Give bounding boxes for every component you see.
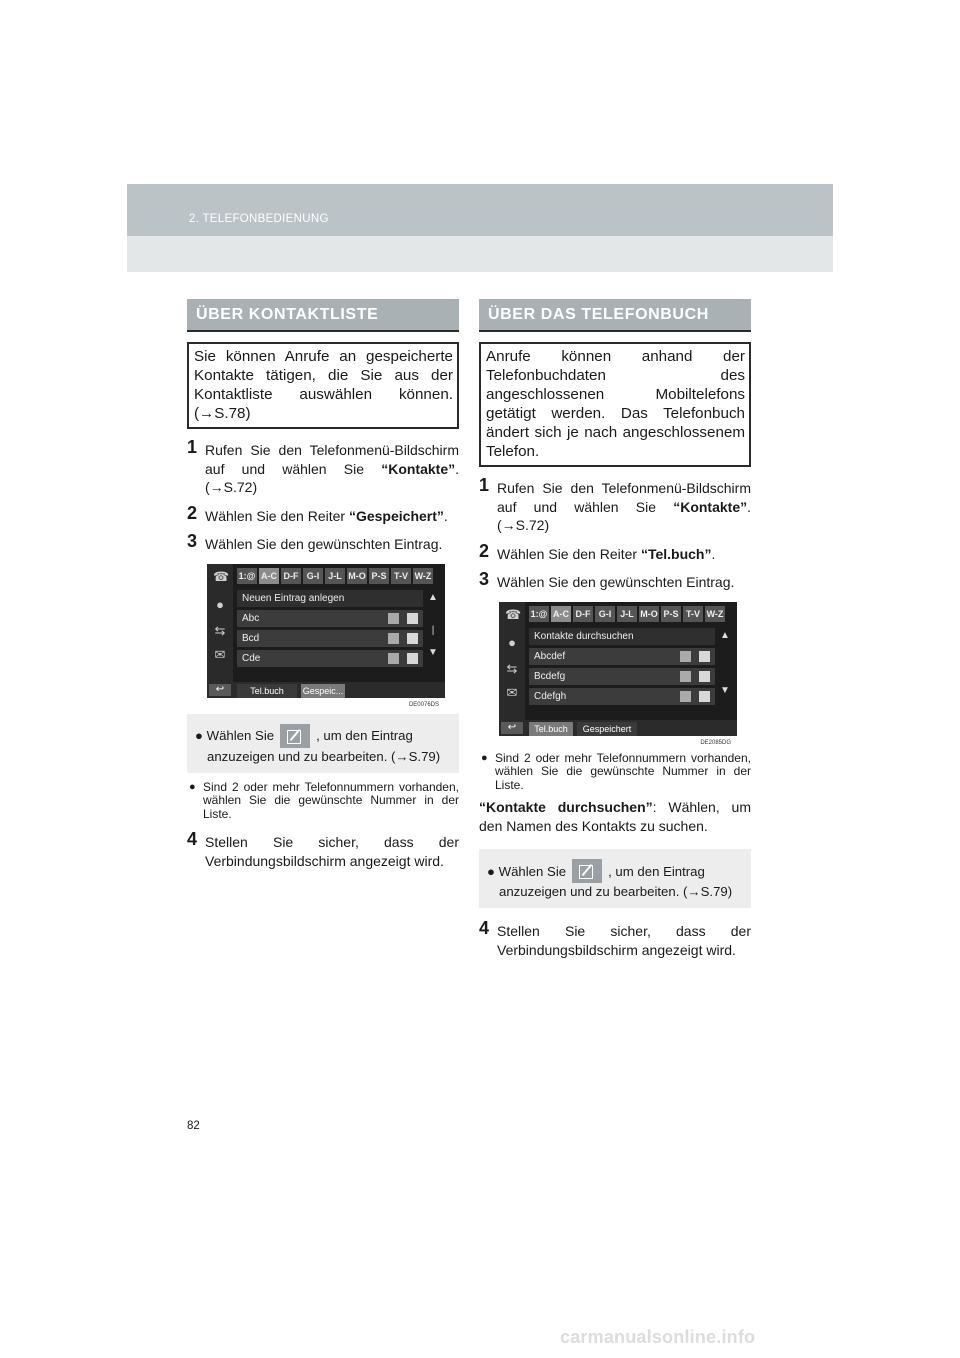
tab-m-o[interactable]: M-O xyxy=(347,568,367,584)
screen-bottom-bar xyxy=(207,682,445,698)
tab-t-v[interactable]: T-V xyxy=(683,606,703,622)
image-code: DE0076DS xyxy=(408,701,439,708)
step-number: 4 xyxy=(479,918,490,938)
phone-type-icon xyxy=(388,613,399,624)
step-number: 3 xyxy=(187,531,198,551)
step-number: 3 xyxy=(479,569,490,589)
bullet-icon: ● xyxy=(481,751,488,764)
edit-icon[interactable] xyxy=(699,671,710,682)
mail-icon: ✉ xyxy=(214,646,226,662)
tab-p-s[interactable]: P-S xyxy=(661,606,681,622)
header-subband xyxy=(127,236,833,272)
back-icon[interactable]: ↩ xyxy=(501,722,523,734)
step-number: 2 xyxy=(479,540,490,561)
edit-icon xyxy=(280,724,310,748)
tab-1-at[interactable]: 1:@ xyxy=(529,606,549,622)
step-2: 2 Wählen Sie den Reiter “Tel.buch”. xyxy=(479,540,716,562)
page-number: 82 xyxy=(187,1120,200,1132)
contact-row[interactable]: Abc xyxy=(237,610,423,627)
section-title: ÜBER KONTAKTLISTE xyxy=(187,299,459,332)
note-bullet: ● Sind 2 oder mehr Telefonnummern vorhanden, wählen Sie die gewünschte Nummer in der Liste. xyxy=(189,779,459,821)
tab-g-i[interactable]: G-I xyxy=(595,606,615,622)
phone-type-icon xyxy=(680,651,691,662)
alphabet-tabs xyxy=(237,568,433,584)
step-number: 1 xyxy=(187,437,198,457)
step-2: 2 Wählen Sie den Reiter “Gespeichert”. xyxy=(187,502,448,524)
edit-icon[interactable] xyxy=(407,653,418,664)
step-1: 1 Rufen Sie den Telefonmenü-Bildschirm auf und wählen Sie “Kontakte”. (→S.72) xyxy=(187,437,459,495)
tab-1-at[interactable]: 1:@ xyxy=(237,568,257,584)
step-4: 4 Stellen Sie sicher, dass der Verbindungsbildschirm angezeigt wird. xyxy=(479,918,751,958)
screen-sidebar xyxy=(207,564,233,682)
note-box: ● Wählen Sie , um den Eintrag anzuzeigen und zu bearbeiten. (→S.79) xyxy=(479,849,751,908)
step-3: 3 Wählen Sie den gewünschten Eintrag. xyxy=(479,569,735,590)
contact-row[interactable]: Bcd xyxy=(237,630,423,647)
contacts-screenshot xyxy=(207,564,445,708)
contact-row[interactable]: Bcdefg xyxy=(529,668,715,685)
contacts-icon: ● xyxy=(508,634,516,650)
alphabet-tabs xyxy=(529,606,725,622)
step-number: 1 xyxy=(479,475,490,495)
tab-g-i[interactable]: G-I xyxy=(303,568,323,584)
tab-p-s[interactable]: P-S xyxy=(369,568,389,584)
bullet-icon: ● xyxy=(195,728,207,743)
tab-j-l[interactable]: J-L xyxy=(617,606,637,622)
search-description: “Kontakte durchsuchen”: Wählen, um den Namen des Kontakts zu suchen. xyxy=(479,799,751,834)
edit-icon xyxy=(572,859,602,883)
tab-w-z[interactable]: W-Z xyxy=(413,568,433,584)
step-3: 3 Wählen Sie den gewünschten Eintrag. xyxy=(187,531,443,552)
screen-bottom-bar xyxy=(499,720,737,736)
scrollbar[interactable]: ▲ | ▼ xyxy=(428,591,438,658)
step-number: 4 xyxy=(187,829,198,849)
tab-telbuch[interactable]: Tel.buch xyxy=(237,684,297,698)
bullet-icon: ● xyxy=(189,780,196,793)
left-column xyxy=(187,299,459,870)
step-1: 1 Rufen Sie den Telefonmenü-Bildschirm auf und wählen Sie “Kontakte”. (→S.72) xyxy=(479,475,751,533)
phonebook-screenshot xyxy=(499,602,737,746)
right-column xyxy=(479,299,751,959)
tab-gespeichert[interactable]: Gespeic... xyxy=(302,685,344,696)
tab-d-f[interactable]: D-F xyxy=(573,606,593,622)
phone-type-icon xyxy=(388,653,399,664)
phone-icon: ☎ xyxy=(505,606,522,622)
screen-sidebar xyxy=(499,602,525,720)
tab-w-z[interactable]: W-Z xyxy=(705,606,725,622)
mail-icon: ✉ xyxy=(506,684,518,700)
watermark: carmanualsonline.info xyxy=(560,1327,756,1347)
contact-row[interactable]: Abcdef xyxy=(529,648,715,665)
note-box: ● Wählen Sie , um den Eintrag anzuzeigen und zu bearbeiten. (→S.79) xyxy=(187,714,459,773)
chapter-title: 2. TELEFONBEDIENUNG xyxy=(189,213,329,225)
section-title: ÜBER DAS TELEFONBUCH xyxy=(479,299,751,332)
tab-d-f[interactable]: D-F xyxy=(281,568,301,584)
search-contacts-row[interactable]: Kontakte durchsuchen xyxy=(529,628,715,645)
tab-telbuch[interactable]: Tel.buch xyxy=(529,722,573,736)
contact-row[interactable]: Cdefgh xyxy=(529,688,715,705)
contacts-icon: ● xyxy=(216,596,224,612)
transfer-icon: ⇆ xyxy=(506,660,518,676)
tab-j-l[interactable]: J-L xyxy=(325,568,345,584)
image-code: DE2085DG xyxy=(700,739,731,746)
phone-type-icon xyxy=(388,633,399,644)
edit-icon[interactable] xyxy=(699,691,710,702)
tab-t-v[interactable]: T-V xyxy=(391,568,411,584)
intro-box: Anrufe können anhand der Telefonbuchdaten des angeschlossenen Mobiltelefons getätigt werden. Das Telefonbuch ändert sich je nach angeschlossenem Telefon. xyxy=(479,342,751,467)
tab-a-c[interactable]: A-C xyxy=(551,606,571,622)
phone-type-icon xyxy=(680,671,691,682)
phone-icon: ☎ xyxy=(213,568,230,584)
tab-m-o[interactable]: M-O xyxy=(639,606,659,622)
edit-icon[interactable] xyxy=(699,651,710,662)
edit-icon[interactable] xyxy=(407,613,418,624)
note-bullet: ● Sind 2 oder mehr Telefonnummern vorhanden, wählen Sie die gewünschte Nummer in der Liste. xyxy=(481,750,751,792)
tab-a-c[interactable]: A-C xyxy=(259,568,279,584)
step-number: 2 xyxy=(187,502,198,523)
back-icon[interactable]: ↩ xyxy=(209,684,231,696)
scrollbar[interactable]: ▲ ▼ xyxy=(720,629,730,696)
new-entry-row[interactable]: Neuen Eintrag anlegen xyxy=(237,590,423,607)
header-band xyxy=(127,184,833,236)
phone-type-icon xyxy=(680,691,691,702)
contact-row[interactable]: Cde xyxy=(237,650,423,667)
step-4: 4 Stellen Sie sicher, dass der Verbindungsbildschirm angezeigt wird. xyxy=(187,829,459,869)
transfer-icon: ⇆ xyxy=(214,622,226,638)
intro-box: Sie können Anrufe an gespeicherte Kontakte tätigen, die Sie aus der Kontaktliste auswählen können. (→S.78) xyxy=(187,342,459,429)
edit-icon[interactable] xyxy=(407,633,418,644)
tab-gespeichert[interactable]: Gespeichert xyxy=(577,722,637,736)
bullet-icon: ● xyxy=(487,863,499,879)
